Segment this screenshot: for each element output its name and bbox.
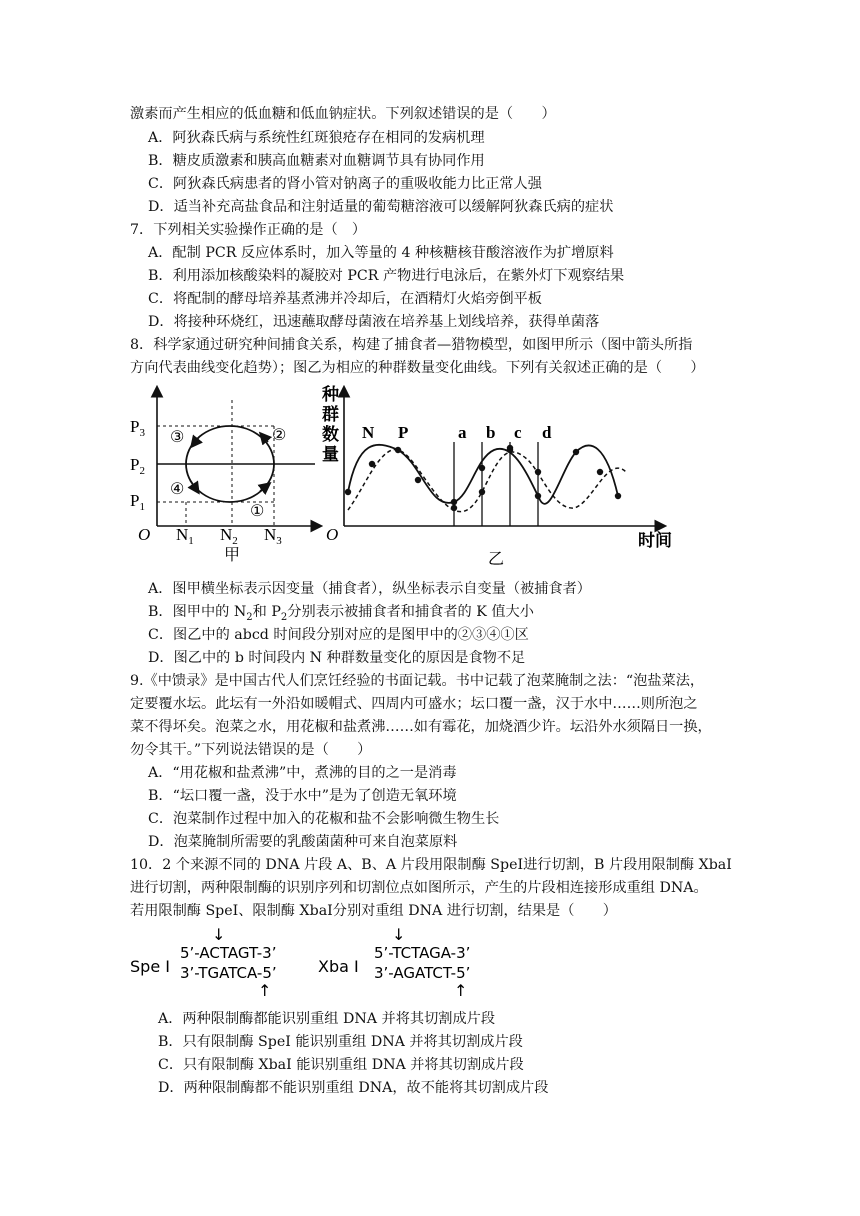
yi-caption: 乙 bbox=[488, 551, 505, 568]
jia-region-1: ① bbox=[250, 503, 265, 520]
yi-dot bbox=[507, 447, 513, 453]
yi-dot bbox=[597, 469, 603, 475]
q7-option-c: C．将配制的酵母培养基煮沸并冷却后，在酒精灯火焰旁倒平板 bbox=[148, 291, 542, 307]
yi-label-n: N bbox=[362, 423, 375, 442]
yi-dot bbox=[535, 469, 541, 475]
spe-cut-arrow-up: ↑ bbox=[258, 981, 272, 1000]
yi-ylabel-3: 数 bbox=[322, 425, 339, 444]
spe-top-strand: 5’-ACTAGT-3’ bbox=[180, 944, 277, 962]
xba-cut-arrow-down: ↓ bbox=[392, 925, 406, 944]
q6-option-b: B．糖皮质激素和胰高血糖素对血糖调节具有协同作用 bbox=[148, 153, 485, 169]
jia-n3-label: $N_3$ bbox=[264, 525, 282, 547]
q9-option-c: C．泡菜制作过程中加入的花椒和盐不会影响微生物生长 bbox=[148, 811, 500, 827]
xba-cut-arrow-up: ↑ bbox=[454, 981, 468, 1000]
yi-dot bbox=[479, 465, 485, 471]
yi-dot bbox=[451, 505, 457, 511]
q10-option-a: A．两种限制酶都能识别重组 DNA 并将其切割成片段 bbox=[158, 1011, 496, 1027]
xba-name: Xba I bbox=[318, 957, 359, 976]
jia-p2-label: $P_2$ bbox=[130, 455, 145, 477]
yi-dot bbox=[615, 493, 621, 499]
q9-stem-line-1: 9.《中馈录》是中国古代人们烹饪经验的书面记载。书中记载了泡菜腌制之法：“泡盐菜法， bbox=[130, 673, 705, 689]
q7-option-d: D．将接种环烧红，迅速蘸取酵母菌液在培养基上划线培养，获得单菌落 bbox=[148, 314, 600, 330]
q10-option-b: B．只有限制酶 SpeI 能识别重组 DNA 并将其切割成片段 bbox=[158, 1034, 523, 1050]
q9-stem-line-3: 菜不得坏矣。泡菜之水，用花椒和盐煮沸……如有霉花，加烧酒少许。坛沿外水须隔日一换， bbox=[130, 719, 712, 735]
q6-stem-tail: 激素而产生相应的低血糖和低血钠症状。下列叙述错误的是（ ） bbox=[130, 106, 556, 122]
spe-cut-arrow-down: ↓ bbox=[212, 925, 226, 944]
q8-option-c: C．图乙中的 abcd 时间段分别对应的是图甲中的②③④①区 bbox=[148, 627, 529, 643]
q7-stem: 7．下列相关实验操作正确的是（ ） bbox=[130, 222, 367, 238]
figure-jia bbox=[128, 380, 328, 570]
yi-ylabel-2: 群 bbox=[322, 405, 339, 424]
yi-dot bbox=[451, 499, 457, 505]
q10-stem-line-3: 若用限制酶 SpeI、限制酶 XbaI分别对重组 DNA 进行切割，结果是（ ） bbox=[130, 903, 617, 919]
spe-bottom-strand: 3’-TGATCA-5’ bbox=[180, 964, 277, 982]
jia-arrow-4 bbox=[190, 480, 198, 492]
yi-dot bbox=[369, 461, 375, 467]
q10-option-c: C．只有限制酶 XbaI 能识别重组 DNA 并将其切割成片段 bbox=[158, 1057, 524, 1073]
q8-stem-line-1: 8．科学家通过研究种间捕食关系，构建了捕食者—猎物模型，如图甲所示（图中箭头所指 bbox=[130, 337, 693, 353]
q8-option-d: D．图乙中的 b 时间段内 N 种群数量变化的原因是食物不足 bbox=[148, 650, 526, 666]
jia-caption: 甲 bbox=[224, 547, 241, 564]
jia-p1-label: $P_1$ bbox=[130, 491, 145, 513]
yi-dot bbox=[395, 447, 401, 453]
yi-dot bbox=[535, 493, 541, 499]
q6-option-d: D．适当补充高盐食品和注射适量的葡萄糖溶液可以缓解阿狄森氏病的症状 bbox=[148, 199, 614, 215]
yi-ylabel-1: 种 bbox=[322, 385, 339, 404]
yi-ylabel-4: 量 bbox=[322, 445, 339, 464]
xba-top-strand: 5’-TCTAGA-3’ bbox=[374, 944, 471, 962]
xba-bottom-strand: 3’-AGATCT-5’ bbox=[374, 964, 471, 982]
q8-stem-line-2: 方向代表曲线变化趋势）；图乙为相应的种群数量变化曲线。下列有关叙述正确的是（ ） bbox=[130, 360, 705, 376]
yi-label-d: d bbox=[542, 423, 552, 442]
q9-option-a: A．“用花椒和盐煮沸”中，煮沸的目的之一是消毒 bbox=[148, 765, 457, 781]
jia-n2-label: $N_2$ bbox=[220, 525, 238, 547]
yi-label-a: a bbox=[458, 423, 467, 442]
q6-option-c: C．阿狄森氏病患者的肾小管对钠离子的重吸收能力比正常人强 bbox=[148, 176, 542, 192]
q9-stem-line-2: 定要覆水坛。此坛有一外沿如暖帽式、四周内可盛水；坛口覆一盏，汉于水中……则所泡之 bbox=[130, 696, 698, 712]
jia-region-3: ③ bbox=[170, 429, 185, 446]
yi-dot bbox=[573, 449, 579, 455]
q9-stem-line-4: 勿令其干。”下列说法错误的是（ ） bbox=[130, 742, 372, 758]
q10-option-d: D．两种限制酶都不能识别重组 DNA，故不能将其切割成片段 bbox=[158, 1080, 549, 1096]
yi-dot bbox=[345, 489, 351, 495]
q6-option-a: A．阿狄森氏病与系统性红斑狼疮存在相同的发病机理 bbox=[148, 130, 485, 146]
yi-xlabel: 时间 bbox=[638, 531, 672, 550]
yi-series-p bbox=[348, 449, 626, 511]
q8-option-a: A．图甲横坐标表示因变量（捕食者），纵坐标表示自变量（被捕食者） bbox=[148, 581, 591, 597]
jia-region-4: ④ bbox=[170, 481, 185, 498]
yi-label-b: b bbox=[486, 423, 496, 442]
jia-p3-label: $P_3$ bbox=[130, 417, 145, 439]
yi-label-c: c bbox=[514, 423, 522, 442]
jia-region-2: ② bbox=[272, 427, 287, 444]
jia-arrow-3 bbox=[192, 436, 200, 446]
q10-stem-line-1: 10．2 个来源不同的 DNA 片段 A、B、A 片段用限制酶 SpeI进行切割，B 片段用限制酶 XbaI bbox=[130, 857, 732, 873]
spe-name: Spe I bbox=[130, 957, 170, 976]
q9-option-b: B．“坛口覆一盏，没于水中”是为了创造无氧环境 bbox=[148, 788, 457, 804]
restriction-enzyme-figure bbox=[128, 922, 508, 1002]
q7-option-b: B．利用添加核酸染料的凝胶对 PCR 产物进行电泳后，在紫外灯下观察结果 bbox=[148, 268, 625, 284]
yi-dot bbox=[479, 489, 485, 495]
yi-label-p: P bbox=[398, 423, 409, 442]
yi-origin-label: O bbox=[326, 525, 339, 544]
jia-origin-label: O bbox=[138, 525, 151, 544]
q10-stem-line-2: 进行切割，两种限制酶的识别序列和切割位点如图所示，产生的片段相连接形成重组 DNA。 bbox=[130, 880, 708, 896]
jia-arrow-1 bbox=[260, 484, 269, 491]
figure-yi bbox=[318, 380, 690, 570]
jia-n1-label: $N_1$ bbox=[176, 525, 194, 547]
q9-option-d: D．泡菜腌制所需要的乳酸菌菌种可来自泡菜原料 bbox=[148, 834, 458, 850]
q7-option-a: A．配制 PCR 反应体系时，加入等量的 4 种核糖核苷酸溶液作为扩增原料 bbox=[148, 245, 614, 261]
q8-option-b: B．图甲中的 $N_2$和 $P_2$分别表示被捕食者和捕食者的 K 值大小 bbox=[148, 604, 534, 623]
yi-dot bbox=[415, 477, 421, 483]
